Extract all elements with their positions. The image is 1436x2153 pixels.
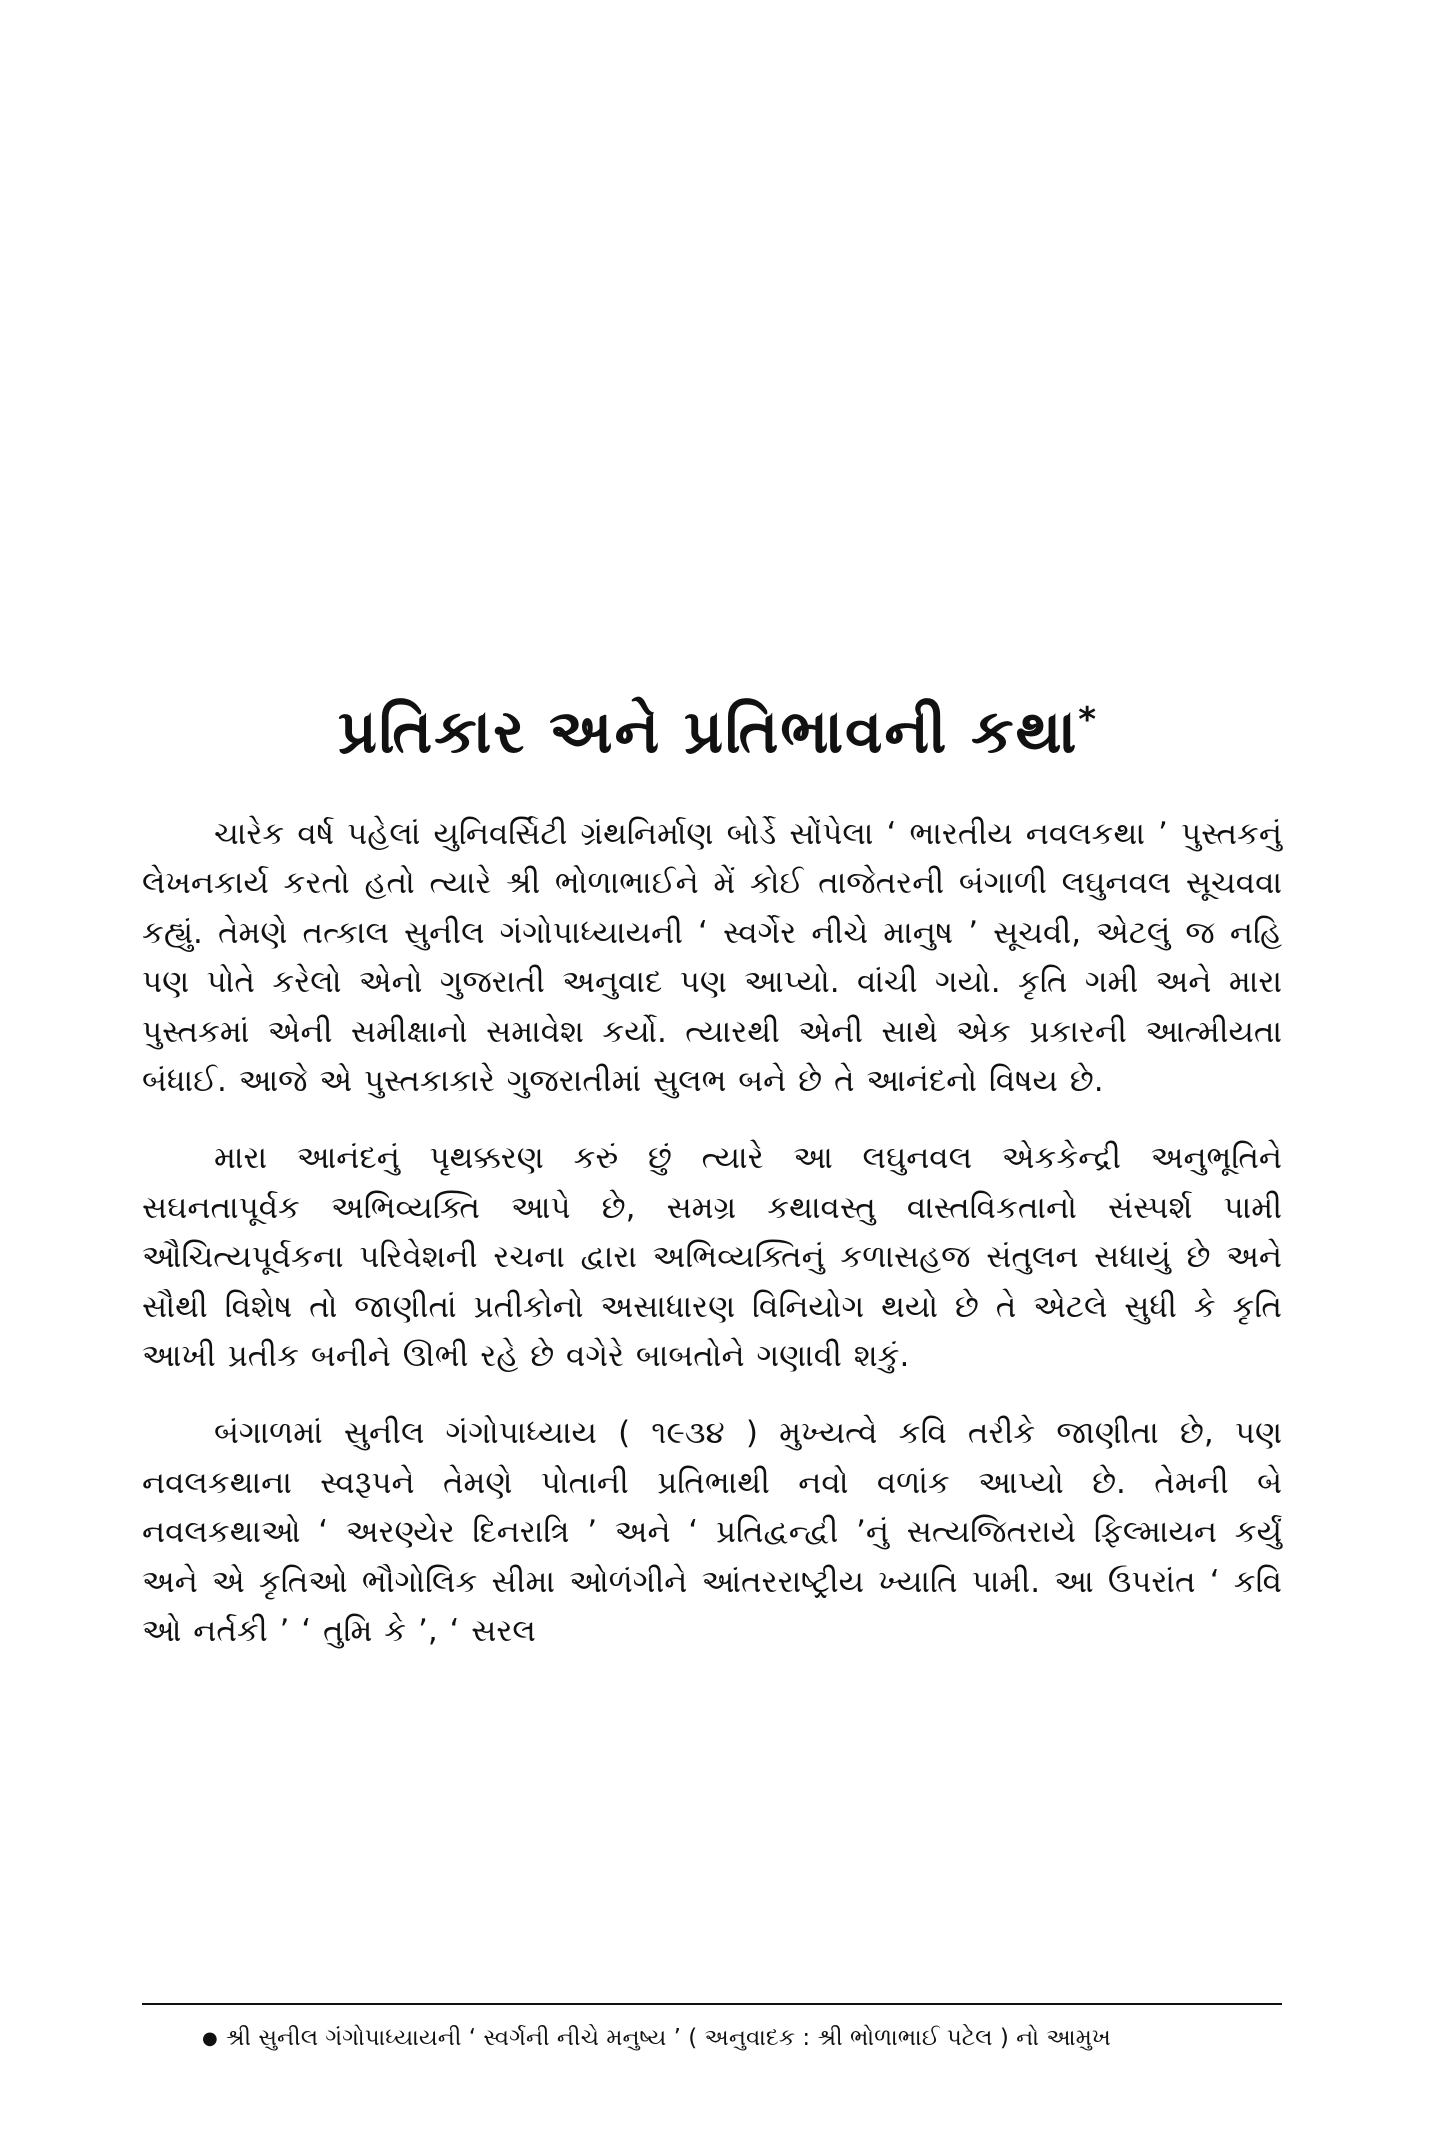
footnote-bullet: ● [202, 2028, 218, 2049]
paragraph-2: મારા આનંદનું પૃથક્કરણ કરું છું ત્યારે આ લઘુનવલ એકકેન્દ્રી અનુભૂતિને સઘનતાપૂર્વક અભિવ્યક્તિ આપે છે, સમગ્ર કથાવસ્તુ વાસ્તવિકતાનો સંસ્પર્શ પામી ઔચિત્યપૂર્વકના પરિવેશની રચના દ્વારા અભિવ્યક્તિનું કળાસહજ સંતુલન સધાયું છે અને સૌથી વિશેષ તો જાણીતાં પ્રતીકોનો અસાધારણ વિનિયોગ થયો છે તે એટલે સુધી કે કૃતિ આખી પ્રતીક બનીને ઊભી રહે છે વગેરે બાબતોને ગણાવી શકું. [142, 1140, 1282, 1375]
chapter-title [150, 680, 1286, 772]
paragraph-3: બંગાળમાં સુનીલ ગંગોપાધ્યાય ( ૧૯૩૪ ) મુખ્યત્વે કવિ તરીકે જાણીતા છે, પણ નવલકથાના સ્વરૂપને તેમણે પોતાની પ્રતિભાથી નવો વળાંક આપ્યો છે. તેમની બે નવલકથાઓ ‘ અરણ્યેર દિનરાત્રિ ’ અને ‘ પ્રતિદ્વન્દ્વી ’નું સત્યજિતરાયે ફિલ્માયન કર્યું અને એ કૃતિઓ ભૌગોલિક સીમા ઓળંગીને આંતરરાષ્ટ્રીય ખ્યાતિ પામી. આ ઉપરાંત ‘ કવિ ઓ નર્તકી ’ ‘ તુમિ કે ’, ‘ સરલ [142, 1415, 1282, 1650]
footnote-divider [142, 2003, 1282, 2005]
paragraph-1: ચારેક વર્ષ પહેલાં યુનિવર્સિટી ગ્રંથનિર્માણ બોર્ડે સોંપેલા ‘ ભારતીય નવલકથા ’ પુસ્તકનું લેખનકાર્ય કરતો હતો ત્યારે શ્રી ભોળાભાઈને મેં કોઈ તાજેતરની બંગાળી લઘુનવલ સૂચવવા કહ્યું. તેમણે તત્કાલ સુનીલ ગંગોપાધ્યાયની ‘ સ્વર્ગેર નીચે માનુષ ’ સૂચવી, એટલું જ નહિ પણ પોતે કરેલો એનો ગુજરાતી અનુવાદ પણ આપ્યો. વાંચી ગયો. કૃતિ ગમી અને મારા પુસ્તકમાં એની સમીક્ષાનો સમાવેશ કર્યો. ત્યારથી એની સાથે એક પ્રકારની આત્મીયતા બંધાઈ. આજે એ પુસ્તકાકારે ગુજરાતીમાં સુલભ બને છે તે આનંદનો વિષય છે. [142, 816, 1282, 1100]
footnote [142, 2018, 1282, 2059]
body-text [142, 810, 1282, 1685]
chapter-title-text: પ્રતિકાર અને પ્રતિભાવની કથા [337, 697, 1079, 768]
footnote-text: શ્રી સુનીલ ગંગોપાધ્યાયની ‘ સ્વર્ગની નીચે મનુષ્ય ’ ( અનુવાદક : શ્રી ભોળાભાઈ પટેલ ) નો આમુખ [225, 2025, 1111, 2051]
footnote-marker: * [1078, 700, 1099, 741]
